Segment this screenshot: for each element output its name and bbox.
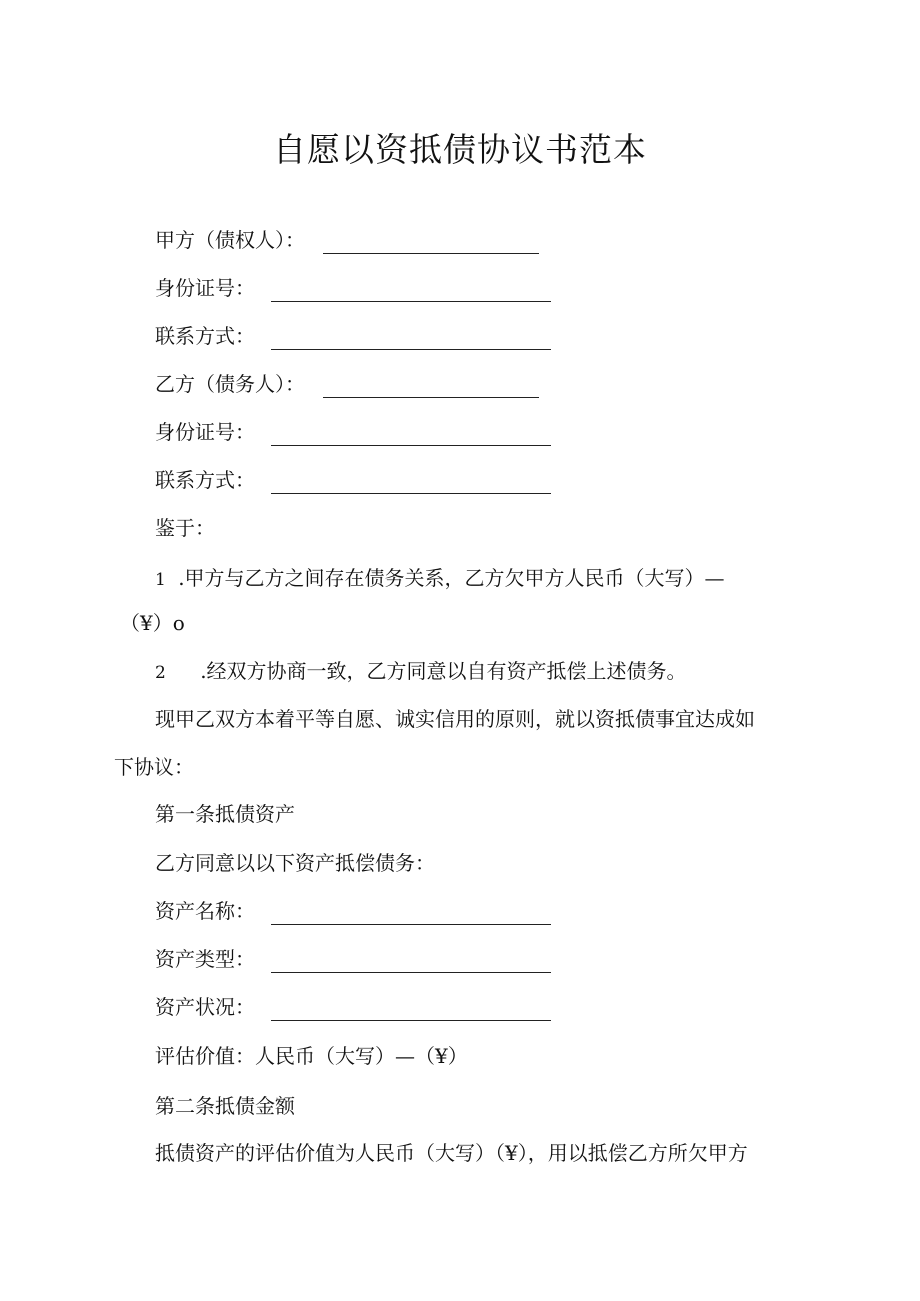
whereas-item-1 xyxy=(155,564,725,594)
party-a-contact-field xyxy=(155,322,551,350)
party-b-blank[interactable] xyxy=(323,377,539,398)
party-a-id-label: 身份证号： xyxy=(155,276,255,300)
asset-name-label: 资产名称： xyxy=(155,899,255,923)
asset-name-field xyxy=(155,897,551,925)
preamble-line-2: 下协议： xyxy=(114,755,194,779)
page-title: 自愿以资抵债协议书范本 xyxy=(273,130,647,169)
article-1-heading: 第一条抵债资产 xyxy=(155,802,295,826)
party-a-contact-blank[interactable] xyxy=(271,329,551,350)
party-a-label: 甲方（债权人）： xyxy=(155,228,305,252)
asset-name-blank[interactable] xyxy=(271,904,551,925)
whereas-item-1-continued: （¥）o xyxy=(120,611,185,635)
party-a-contact-label: 联系方式： xyxy=(155,324,255,348)
party-b-id-blank[interactable] xyxy=(271,425,551,446)
whereas-item-2-text: .经双方协商一致，乙方同意以自有资产抵偿上述债务。 xyxy=(200,659,687,683)
asset-value-line: 评估价值：人民币（大写）—（¥） xyxy=(155,1044,468,1068)
asset-type-blank[interactable] xyxy=(271,952,551,973)
party-a-id-field xyxy=(155,274,551,302)
party-b-contact-field xyxy=(155,466,551,494)
party-b-field xyxy=(155,370,539,398)
asset-status-blank[interactable] xyxy=(271,1000,551,1021)
article-2-line-1: 抵债资产的评估价值为人民币（大写）（¥），用以抵偿乙方所欠甲方 xyxy=(155,1141,748,1165)
asset-status-field xyxy=(155,993,551,1021)
party-a-id-blank[interactable] xyxy=(271,281,551,302)
article-1-intro: 乙方同意以以下资产抵偿债务： xyxy=(155,851,435,875)
asset-status-label: 资产状况： xyxy=(155,995,255,1019)
party-b-contact-label: 联系方式： xyxy=(155,468,255,492)
asset-type-field xyxy=(155,945,551,973)
whereas-heading: 鉴于： xyxy=(155,516,215,540)
preamble-line-1: 现甲乙双方本着平等自愿、诚实信用的原则，就以资抵债事宜达成如 xyxy=(155,707,755,731)
whereas-item-1-number: 1 xyxy=(155,570,166,590)
party-a-blank[interactable] xyxy=(323,233,539,254)
party-b-id-label: 身份证号： xyxy=(155,420,255,444)
party-b-id-field xyxy=(155,418,551,446)
party-b-label: 乙方（债务人）： xyxy=(155,372,305,396)
asset-type-label: 资产类型： xyxy=(155,947,255,971)
whereas-item-2-number: 2 xyxy=(155,663,166,683)
article-2-heading: 第二条抵债金额 xyxy=(155,1094,295,1118)
whereas-item-2 xyxy=(155,657,687,687)
party-b-contact-blank[interactable] xyxy=(271,473,551,494)
whereas-item-1-text: .甲方与乙方之间存在债务关系，乙方欠甲方人民币（大写）— xyxy=(178,566,725,590)
party-a-field xyxy=(155,226,539,254)
